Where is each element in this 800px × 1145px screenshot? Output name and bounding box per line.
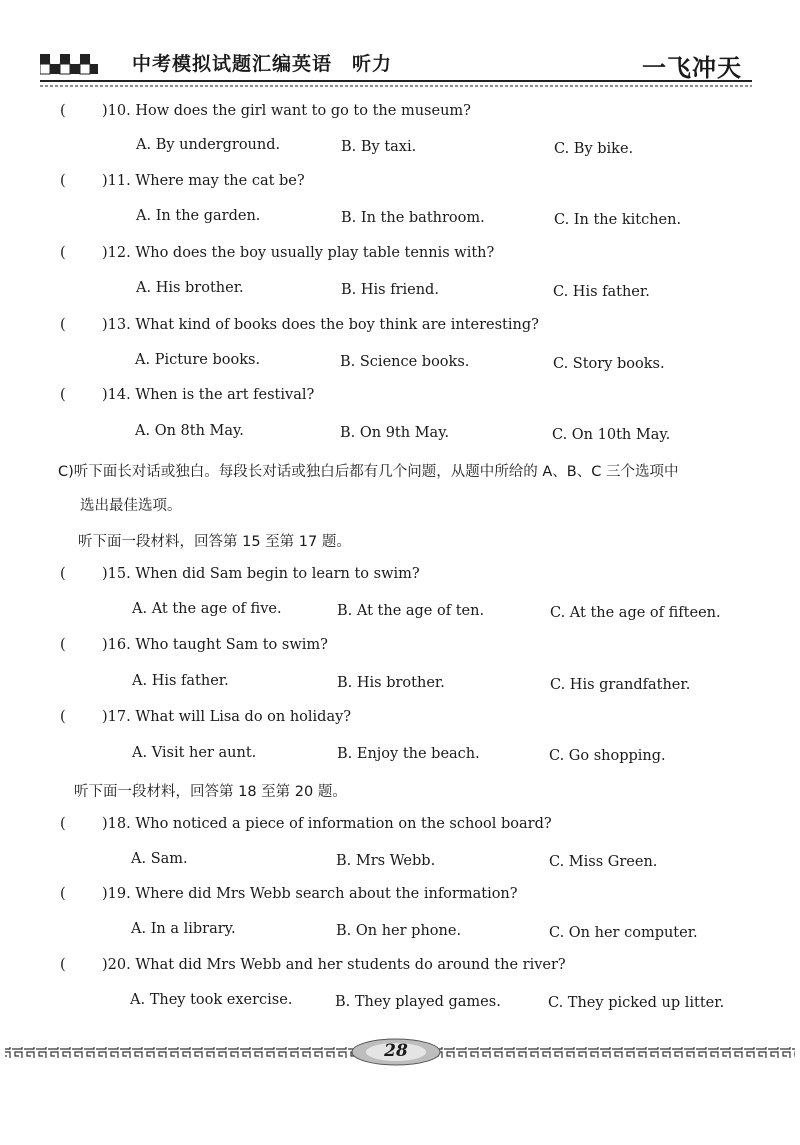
option-b: B. On her phone. [336,923,462,939]
answer-paren: ( [60,709,66,725]
option-c: C. His father. [553,284,650,300]
option-a: A. In the garden. [136,208,261,224]
option-c: C. At the age of fifteen. [550,605,721,621]
option-b: B. On 9th May. [340,425,450,441]
question-18: ( )18. Who noticed a piece of information on the school board? [60,816,552,832]
answer-paren: ( [60,816,66,832]
option-a: A. Sam. [131,851,188,867]
question-text: Where did Mrs Webb search about the information? [135,886,518,902]
question-text: How does the girl want to go to the museum? [135,103,471,119]
option-c: C. On 10th May. [552,427,671,443]
question-text: Who does the boy usually play table tennis with? [135,245,495,261]
question-16: ( )16. Who taught Sam to swim? [60,637,328,653]
option-a: A. In a library. [131,921,236,937]
question-text: What kind of books does the boy think are interesting? [135,317,539,333]
group-2-intro: 听下面一段材料，回答第 18 至第 20 题。 [74,784,347,800]
section-c-instruction-cont: 选出最佳选项。 [80,498,182,514]
page-header [0,0,800,95]
option-c: C. Story books. [553,356,665,372]
option-c: C. They picked up litter. [548,995,725,1011]
question-15: ( )15. When did Sam begin to learn to swim? [60,566,420,582]
option-c: C. His grandfather. [550,677,691,693]
answer-paren: ( [60,637,66,653]
question-text: What will Lisa do on holiday? [135,709,352,725]
option-b: B. His brother. [337,675,445,691]
section-c-instruction: C)听下面长对话或独白。每段长对话或独白后都有几个问题，从题中所给的 A、B、C 三个选项中 [58,464,679,480]
question-12: ( )12. Who does the boy usually play table tennis with? [60,245,495,261]
option-b: B. Science books. [340,354,470,370]
option-c: C. Miss Green. [549,854,658,870]
question-text: Who taught Sam to swim? [135,637,328,653]
header-rule [40,79,752,91]
option-a: A. His brother. [136,280,244,296]
series-brand: 一飞冲天 [642,53,742,82]
question-text: When is the art festival? [135,387,315,403]
answer-paren: ( [60,387,66,403]
option-b: B. His friend. [341,282,439,298]
option-a: A. On 8th May. [135,423,244,439]
group-1-intro: 听下面一段材料，回答第 15 至第 17 题。 [78,534,351,550]
answer-paren: ( [60,173,66,189]
option-b: B. By taxi. [341,139,417,155]
page-number: 28 [384,1041,408,1061]
option-b: B. Mrs Webb. [336,853,436,869]
option-a: A. Visit her aunt. [132,745,257,761]
option-a: A. By underground. [136,137,281,153]
question-13: ( )13. What kind of books does the boy think are interesting? [60,317,539,333]
option-b: B. They played games. [335,994,501,1010]
question-text: Who noticed a piece of information on the school board? [135,816,552,832]
answer-paren: ( [60,886,66,902]
option-c: C. On her computer. [549,925,698,941]
option-a: A. His father. [132,673,229,689]
question-text: When did Sam begin to learn to swim? [135,566,420,582]
option-c: C. By bike. [554,141,634,157]
question-text: What did Mrs Webb and her students do around the river? [135,957,566,973]
question-14: ( )14. When is the art festival? [60,387,315,403]
book-title: 中考模拟试题汇编英语 听力 [132,53,393,75]
option-b: B. Enjoy the beach. [337,746,480,762]
answer-paren: ( [60,317,66,333]
checker-logo-icon [40,50,100,80]
question-17: ( )17. What will Lisa do on holiday? [60,709,352,725]
option-c: C. In the kitchen. [554,212,682,228]
option-b: B. At the age of ten. [337,603,485,619]
question-10: ( )10. How does the girl want to go to the museum? [60,103,471,119]
answer-paren: ( [60,566,66,582]
option-c: C. Go shopping. [549,748,666,764]
option-b: B. In the bathroom. [341,210,485,226]
answer-paren: ( [60,103,66,119]
option-a: A. At the age of five. [132,601,282,617]
option-a: A. Picture books. [135,352,261,368]
answer-paren: ( [60,957,66,973]
question-19: ( )19. Where did Mrs Webb search about the information? [60,886,518,902]
question-text: Where may the cat be? [135,173,305,189]
question-11: ( )11. Where may the cat be? [60,173,305,189]
option-a: A. They took exercise. [130,992,293,1008]
question-20: ( )20. What did Mrs Webb and her students do around the river? [60,957,566,973]
answer-paren: ( [60,245,66,261]
